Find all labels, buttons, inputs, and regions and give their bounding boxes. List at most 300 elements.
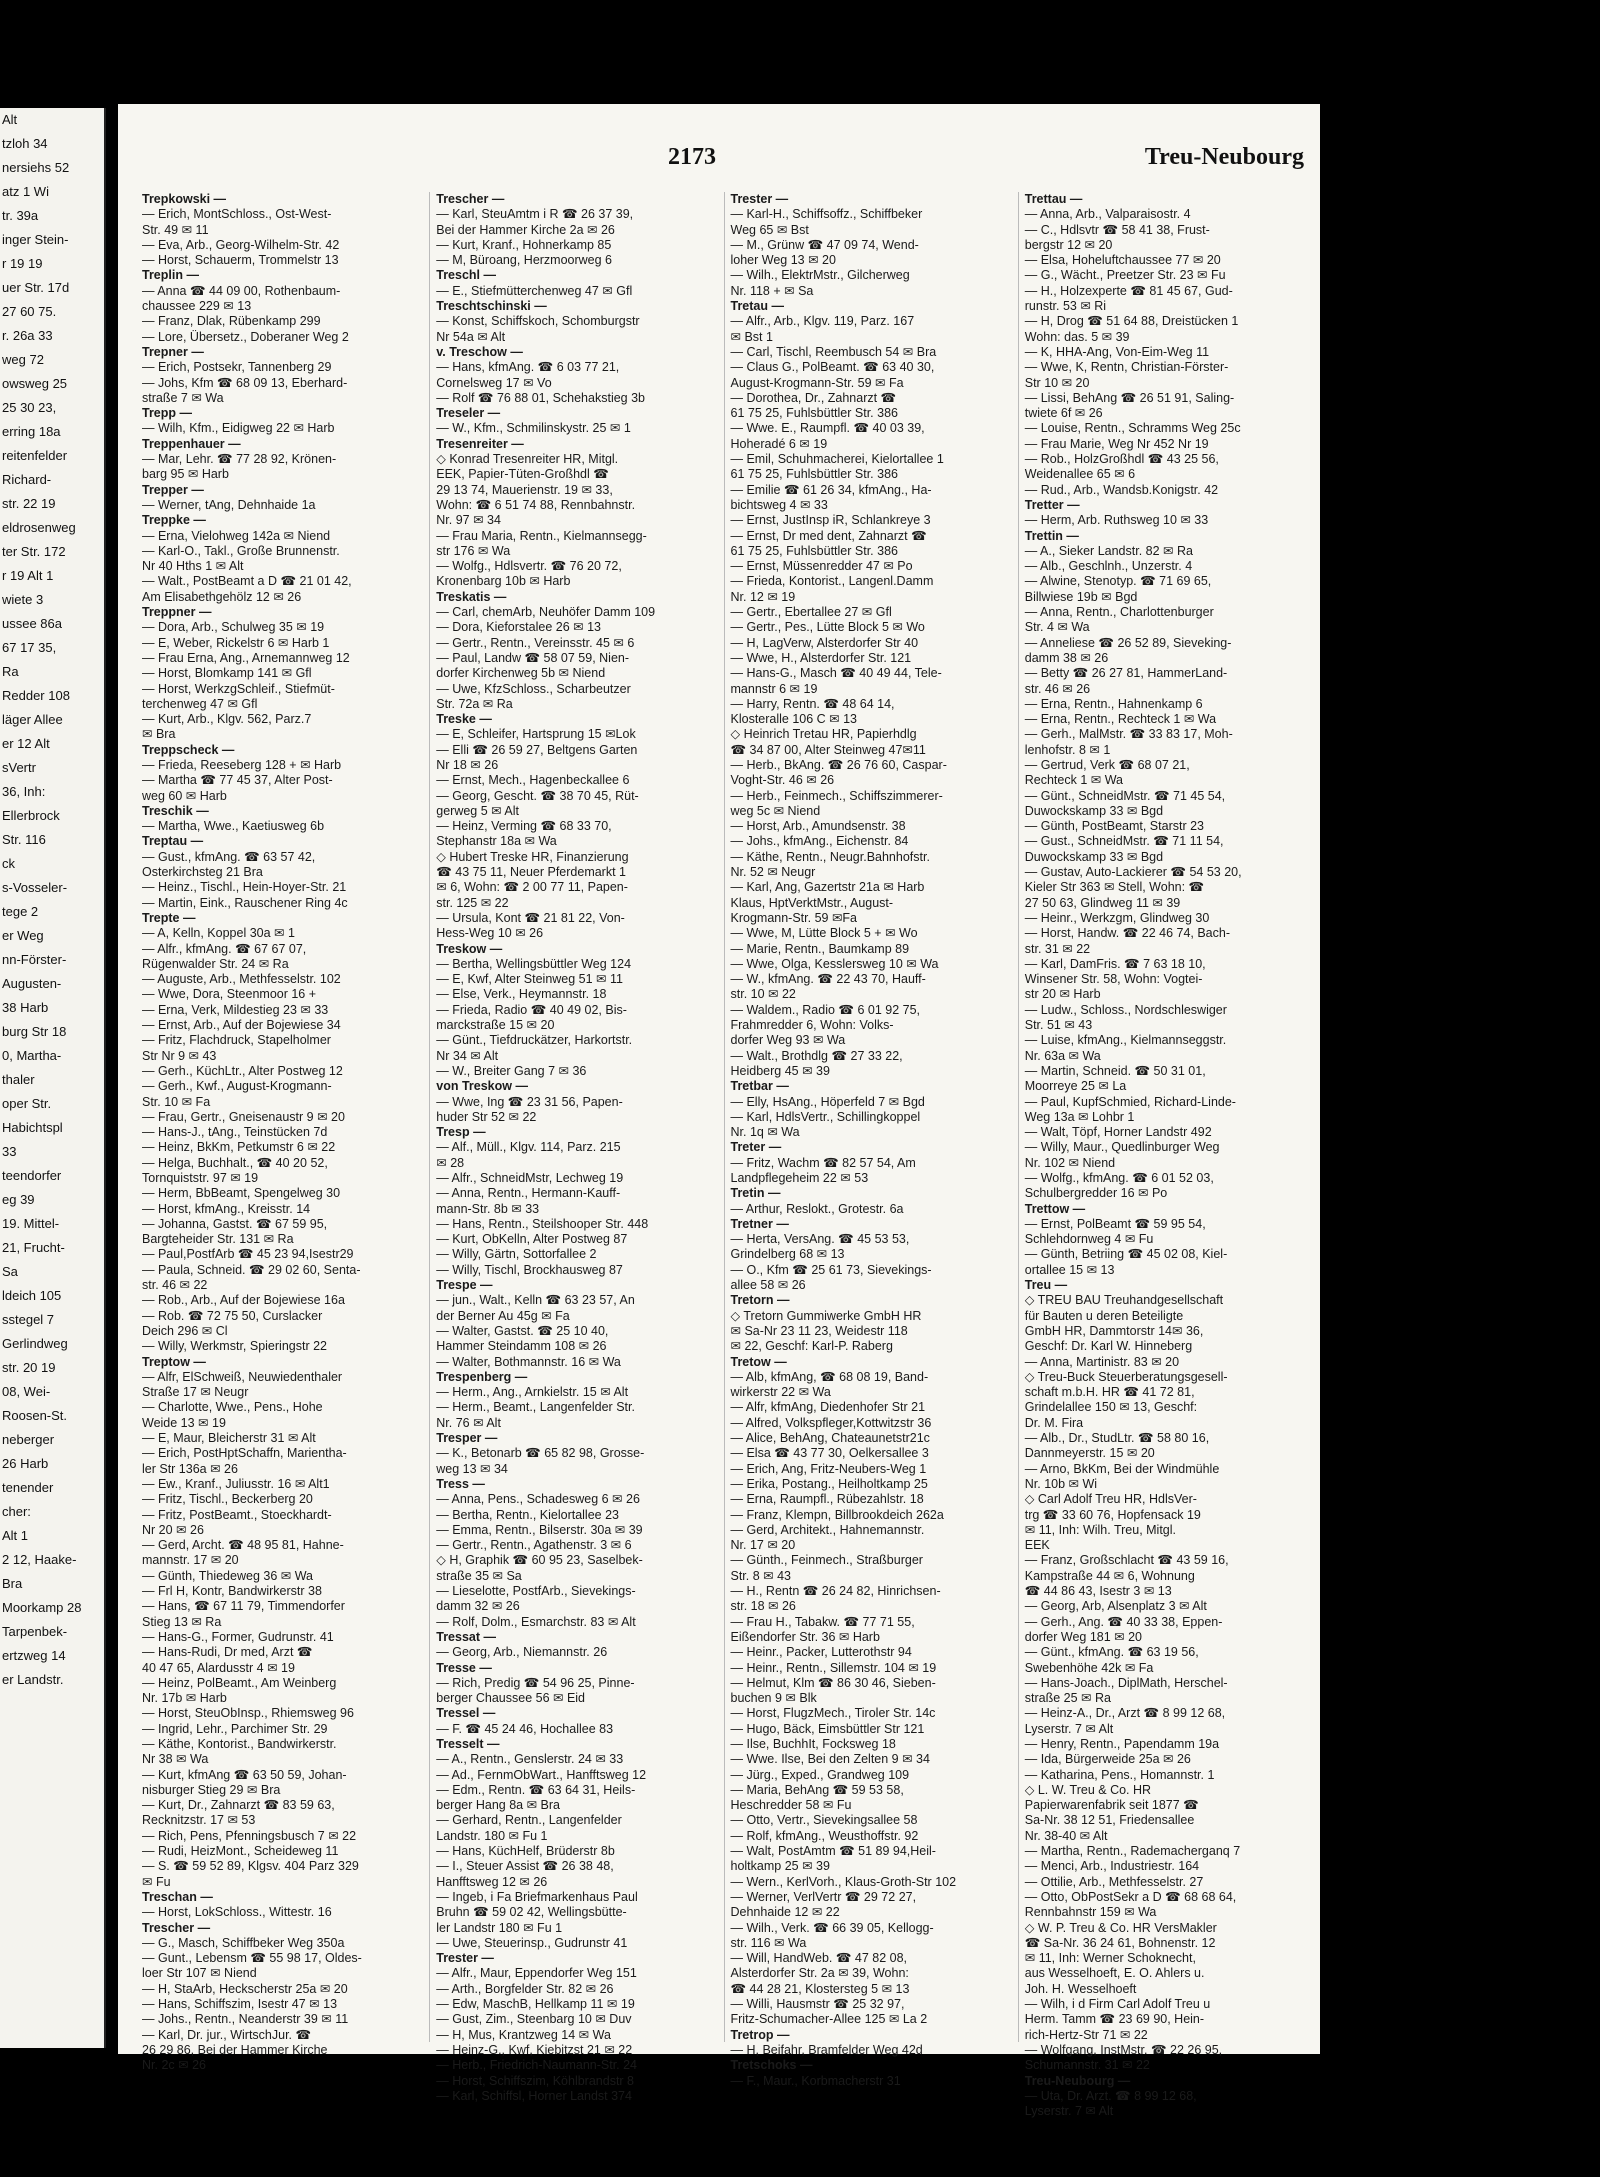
surname-heading: Treu — — [1024, 1278, 1068, 1293]
directory-entry: — Anneliese ☎ 26 52 89, Sieveking- — [1024, 635, 1232, 650]
directory-entry: damm 32 ✉ 26 — [436, 1599, 520, 1614]
directory-entry: — Dora, Arb., Schulweg 35 ✉ 19 — [142, 620, 325, 635]
surname-heading: Tretbar — — [730, 1079, 789, 1094]
directory-entry: — Alfr., kfmAng. ☎ 67 67 07, — [142, 941, 307, 956]
directory-entry: wirkerstr 22 ✉ Wa — [730, 1385, 831, 1400]
directory-entry: Cornelsweg 17 ✉ Vo — [436, 375, 552, 390]
directory-entry: — Wolfg., Hdlsvertr. ☎ 76 20 72, — [436, 559, 622, 574]
surname-heading: v. Treschow — — [436, 344, 523, 359]
left-fragment-line: 33 — [2, 1144, 17, 1159]
directory-entry: — E, Weber, Rickelstr 6 ✉ Harb 1 — [142, 635, 330, 650]
directory-entry: — Carl, chemArb, Neuhöfer Damm 109 — [436, 605, 656, 620]
directory-entry: Kampstraße 44 ✉ 6, Wohnung — [1024, 1568, 1195, 1583]
directory-entry: — Gust, Zim., Steenbarg 10 ✉ Duv — [436, 2012, 632, 2027]
left-fragment-line: Habichtspl — [2, 1120, 63, 1135]
directory-entry: — Günth., Feinmech., Straßburger — [730, 1553, 923, 1568]
directory-entry: Nr 20 ✉ 26 — [142, 1522, 204, 1537]
directory-entry: — Hans-G., Masch ☎ 40 49 44, Tele- — [730, 666, 942, 681]
directory-entry: — E, Kwf, Alter Steinweg 51 ✉ 11 — [436, 972, 623, 987]
directory-entry: Landpflegeheim 22 ✉ 53 — [730, 1171, 869, 1185]
directory-entry: loher Weg 13 ✉ 20 — [730, 253, 836, 268]
directory-entry: Weg 65 ✉ Bst — [730, 222, 809, 237]
directory-entry: — jun., Walt., Kelln ☎ 63 23 57, An — [436, 1293, 635, 1308]
directory-entry: — Karl-O., Takl., Große Brunnenstr. — [142, 543, 340, 558]
directory-entry: Nr. 76 ✉ Alt — [436, 1415, 501, 1430]
directory-entry: — Heinz, BkKm, Petkumstr 6 ✉ 22 — [142, 1140, 336, 1155]
directory-entry: — Arthur, Reslokt., Grotestr. 6a — [730, 1201, 904, 1216]
left-fragment-line: 19. Mittel- — [2, 1216, 60, 1231]
surname-heading: Tretorn — — [730, 1293, 790, 1308]
left-fragment-line: eldrosenweg — [2, 520, 76, 535]
directory-entry: — Hans-J., tAng., Teinstücken 7d — [142, 1125, 328, 1140]
directory-entry: ✉ Bra — [142, 727, 176, 742]
directory-entry: — G., Wächt., Preetzer Str. 23 ✉ Fu — [1024, 268, 1226, 283]
directory-entry: — Horst, kfmAng., Kreisstr. 14 — [142, 1201, 311, 1216]
directory-entry: — Alb, kfmAng, ☎ 68 08 19, Band- — [730, 1369, 929, 1384]
left-fragment-line: tr. 39a — [2, 208, 39, 223]
directory-entry: — Kurt, Kranf., Hohnerkamp 85 — [436, 237, 612, 252]
directory-entry: schaft m.b.H. HR ☎ 41 72 81, — [1024, 1385, 1195, 1400]
surname-heading: Treter — — [730, 1140, 782, 1155]
directory-entry: — Heinr., Werkzgm, Glindweg 30 — [1024, 910, 1210, 925]
directory-entry: ◇ Carl Adolf Treu HR, HdlsVer- — [1024, 1492, 1197, 1507]
directory-entry: GmbH HR, Dammtorstr 14✉ 36, — [1024, 1323, 1204, 1338]
directory-entry: — Alfred, Volkspfleger,Kottwitzstr 36 — [730, 1415, 932, 1430]
directory-entry: — Erich, MontSchloss., Ost-West- — [142, 207, 332, 222]
directory-entry: ☎ 34 87 00, Alter Steinweg 47✉11 — [730, 742, 926, 757]
directory-entry: str. 125 ✉ 22 — [436, 895, 509, 910]
directory-entry: weg 13 ✉ 34 — [436, 1461, 508, 1476]
directory-entry: — Horst, Schiffszim, Köhlbrandstr 8 — [436, 2073, 635, 2088]
left-fragment-line: eg 39 — [2, 1192, 35, 1207]
surname-heading: Trespe — — [436, 1278, 493, 1293]
left-page-fragment — [0, 108, 106, 2048]
directory-entry: — Wwe. E., Raumpfl. ☎ 40 03 39, — [730, 421, 925, 436]
directory-entry: — Uta, Dr. Arzt. ☎ 8 99 12 68, — [1024, 2088, 1197, 2103]
directory-entry: Nr 34 ✉ Alt — [436, 1048, 499, 1063]
directory-entry: — Ottilie, Arb., Methfesselstr. 27 — [1024, 1874, 1204, 1889]
surname-heading: Treseler — — [436, 406, 501, 421]
directory-entry: — Herb., Friedrich-Naumann-Str. 24 — [436, 2058, 638, 2073]
directory-entry: — Wilh, Kfm., Eidigweg 22 ✉ Harb — [142, 421, 335, 436]
directory-entry: — Herm, Arb. Ruthsweg 10 ✉ 33 — [1024, 513, 1209, 528]
directory-entry: — Walter, Bothmannstr. 16 ✉ Wa — [436, 1354, 621, 1369]
directory-entry: marckstraße 15 ✉ 20 — [436, 1018, 555, 1033]
directory-entry: Str Nr 9 ✉ 43 — [142, 1048, 217, 1063]
directory-entry: — Ernst, Arb., Auf der Bojewiese 34 — [142, 1018, 341, 1033]
directory-entry: — Alfr., Maur, Eppendorfer Weg 151 — [436, 1966, 637, 1981]
directory-entry: Nr. 17 ✉ 20 — [730, 1538, 796, 1553]
column-4 — [1018, 192, 1302, 2119]
directory-entry: — Walt., Brothdlg ☎ 27 33 22, — [730, 1048, 903, 1063]
directory-entry: damm 38 ✉ 26 — [1024, 650, 1109, 665]
directory-entry: — Otto, ObPostSekr a D ☎ 68 68 64, — [1024, 1889, 1237, 1904]
directory-entry: — Ingeb, i Fa Briefmarkenhaus Paul — [436, 1889, 638, 1904]
directory-entry: berger Hang 8a ✉ Bra — [436, 1798, 560, 1813]
left-fragment-line: tenender — [2, 1480, 54, 1495]
left-fragment-line: neberger — [2, 1432, 55, 1447]
directory-entry: — Ernst, Mech., Hagenbeckallee 6 — [436, 773, 630, 788]
directory-entry: twiete 6f ✉ 26 — [1024, 406, 1103, 421]
directory-entry: — Anna, Arb., Valparaisostr. 4 — [1024, 207, 1191, 222]
directory-entry: — Wolfgang, InstMstr. ☎ 22 26 95, — [1024, 2042, 1223, 2057]
left-fragment-line: 25 30 23, — [2, 400, 57, 415]
left-fragment-line: teendorfer — [2, 1168, 62, 1183]
directory-entry: — Alf., Müll., Klgv. 114, Parz. 215 — [436, 1140, 621, 1155]
directory-entry: — Harry, Rentn. ☎ 48 64 14, — [730, 696, 895, 711]
column-1 — [142, 192, 419, 2073]
directory-entry: — Johanna, Gastst. ☎ 67 59 95, — [142, 1216, 328, 1231]
directory-entry: — Charlotte, Wwe., Pens., Hohe — [142, 1400, 323, 1415]
directory-entry: — Johs, Kfm ☎ 68 09 13, Eberhard- — [142, 375, 348, 390]
directory-entry: — Gerh., KüchLtr., Alter Postweg 12 — [142, 1063, 343, 1078]
left-fragment-line: Alt 1 — [2, 1528, 29, 1543]
surname-heading: Treskow — — [436, 941, 503, 956]
directory-entry: Nr. 52 ✉ Neugr — [730, 865, 816, 880]
directory-entry: — Karl, DamFris. ☎ 7 63 18 10, — [1024, 956, 1206, 971]
directory-entry: — Bertha, Rentn., Kielortallee 23 — [436, 1507, 619, 1522]
directory-entry: — Emma, Rentn., Bilserstr. 30a ✉ 39 — [436, 1522, 643, 1537]
directory-entry: — Martin, Schneid. ☎ 50 31 01, — [1024, 1063, 1206, 1078]
directory-entry: — Arth., Borgfelder Str. 82 ✉ 26 — [436, 1981, 614, 1996]
surname-heading: Tressat — — [436, 1629, 497, 1644]
directory-entry: ☎ Sa-Nr. 36 24 61, Bohnenstr. 12 — [1024, 1935, 1216, 1950]
directory-entry: — Franz, Großschlacht ☎ 43 59 16, — [1024, 1553, 1229, 1568]
directory-entry: str. 31 ✉ 22 — [1024, 941, 1091, 956]
directory-entry: der Berner Au 45g ✉ Fa — [436, 1308, 570, 1323]
left-fragment-line: atz 1 Wi — [2, 184, 49, 199]
directory-entry: runstr. 53 ✉ Ri — [1024, 299, 1107, 314]
directory-entry: Am Elisabethgehölz 12 ✉ 26 — [142, 589, 302, 604]
directory-entry: — Frau, Gertr., Gneisenaustr 9 ✉ 20 — [142, 1109, 345, 1124]
directory-entry: Rügenwalder Str. 24 ✉ Ra — [142, 956, 289, 971]
directory-entry: mann-Str. 8b ✉ 33 — [436, 1201, 540, 1216]
left-fragment-line: er 12 Alt — [2, 736, 50, 751]
left-fragment-line: owsweg 25 — [2, 376, 68, 391]
directory-entry: — Erna, Raumpfl., Rübezahlstr. 18 — [730, 1492, 924, 1507]
directory-entry: — Otto, Vertr., Sievekingsallee 58 — [730, 1813, 918, 1828]
left-fragment-line: 21, Frucht- — [2, 1240, 65, 1255]
directory-entry: — Erich, Postsekr, Tannenberg 29 — [142, 360, 332, 375]
directory-entry: — M, Büroang, Herzmoorweg 6 — [436, 253, 613, 268]
directory-entry: — E., Stiefmütterchenweg 47 ✉ Gfl — [436, 283, 633, 298]
left-fragment-line: thaler — [2, 1072, 35, 1087]
directory-entry: mannstr. 17 ✉ 20 — [142, 1553, 239, 1568]
directory-entry: — Edw, MaschB, Hellkamp 11 ✉ 19 — [436, 1997, 635, 2012]
directory-entry: Heschredder 58 ✉ Fu — [730, 1798, 852, 1813]
directory-entry: Lyserstr. 7 ✉ Alt — [1024, 2104, 1114, 2119]
directory-entry: Str. 4 ✉ Wa — [1024, 620, 1090, 635]
directory-entry: Herm. Tamm ☎ 23 69 90, Hein- — [1024, 2012, 1205, 2027]
directory-entry: — Fritz, Tischl., Beckerberg 20 — [142, 1492, 313, 1507]
directory-entry: — Ernst, PolBeamt ☎ 59 95 54, — [1024, 1216, 1206, 1231]
directory-entry: Weide 13 ✉ 19 — [142, 1415, 226, 1430]
left-fragment-line: s-Vosseler- — [2, 880, 68, 895]
directory-entry: — Walt, Töpf, Horner Landstr 492 — [1024, 1125, 1212, 1140]
surname-heading: von Treskow — — [436, 1079, 528, 1094]
directory-entry: Nr. 2c ✉ 26 — [142, 2058, 206, 2073]
directory-entry: — Gerh., Kwf., August-Krogmann- — [142, 1079, 332, 1094]
left-fragment-line: 38 Harb — [2, 1000, 49, 1015]
directory-entry: — Gerd, Archt. ☎ 48 95 81, Hahne- — [142, 1538, 344, 1553]
directory-entry: Bargteheider Str. 131 ✉ Ra — [142, 1232, 294, 1247]
directory-entry: Recknitzstr. 17 ✉ 53 — [142, 1813, 256, 1828]
directory-entry: dorfer Weg 93 ✉ Wa — [730, 1033, 846, 1048]
left-fragment-line: tege 2 — [2, 904, 39, 919]
directory-entry: str 20 ✉ Harb — [1024, 987, 1101, 1002]
left-fragment-line: erring 18a — [2, 424, 61, 439]
directory-entry: — Rich, Predig ☎ 54 96 25, Pinne- — [436, 1675, 635, 1690]
directory-entry: rich-Hertz-Str 71 ✉ 22 — [1024, 2027, 1148, 2042]
directory-entry: — Fritz, Wachm ☎ 82 57 54, Am — [730, 1155, 916, 1170]
directory-entry: — Lieselotte, PostfArb., Sievekings- — [436, 1584, 636, 1599]
left-fragment-line: ertzweg 14 — [2, 1648, 66, 1663]
directory-entry: — W., kfmAng. ☎ 22 43 70, Hauff- — [730, 972, 926, 987]
left-fragment-line: 0, Martha- — [2, 1048, 62, 1063]
directory-entry: — Martha ☎ 77 45 37, Alter Post- — [142, 773, 333, 788]
directory-entry: — H, StaArb, Heckscherstr 25a ✉ 20 — [142, 1981, 348, 1996]
directory-entry: Moorreye 25 ✉ La — [1024, 1079, 1127, 1094]
directory-entry: str. 10 ✉ 22 — [730, 987, 796, 1002]
directory-entry: Nr. 38-40 ✉ Alt — [1024, 1828, 1108, 1843]
directory-entry: 61 75 25, Fuhlsbüttler Str. 386 — [730, 406, 898, 421]
directory-entry: — Fritz, Flachdruck, Stapelholmer — [142, 1033, 331, 1048]
directory-entry: — Martha, Wwe., Kaetiusweg 6b — [142, 819, 325, 834]
directory-entry: — Helga, Buchhalt., ☎ 40 20 52, — [142, 1155, 328, 1170]
directory-entry: — Maria, BehAng ☎ 59 53 58, — [730, 1782, 904, 1797]
directory-entry: ◇ W. P. Treu & Co. HR VersMakler — [1024, 1920, 1217, 1935]
directory-entry: — Gerhard, Rentn., Langenfelder — [436, 1813, 622, 1828]
left-fragment-line: r. 26a 33 — [2, 328, 53, 343]
directory-entry: — Gustav, Auto-Lackierer ☎ 54 53 20, — [1024, 865, 1242, 880]
directory-entry: August-Krogmann-Str. 59 ✉ Fa — [730, 375, 904, 390]
surname-heading: Trescher — — [436, 192, 505, 206]
directory-entry: 61 75 25, Fuhlsbüttler Str. 386 — [730, 543, 898, 558]
directory-entry: Winsener Str. 58, Wohn: Vogtei- — [1024, 972, 1203, 987]
directory-entry: — Dorothea, Dr., Zahnarzt ☎ — [730, 390, 897, 405]
left-fragment-line: Augusten- — [2, 976, 62, 991]
directory-entry: — Frau H., Tabakw. ☎ 77 71 55, — [730, 1614, 915, 1629]
directory-entry: — Hans, KüchHelf, Brüderstr 8b — [436, 1844, 615, 1859]
directory-entry: ortallee 15 ✉ 13 — [1024, 1262, 1115, 1277]
directory-entry: — Willy, Gärtn, Sottorfallee 2 — [436, 1247, 597, 1262]
directory-entry: EEK, Papier-Tüten-Großhdl ☎ — [436, 467, 609, 482]
directory-entry: Bruhn ☎ 59 02 42, Wellingsbütte- — [436, 1905, 627, 1920]
directory-entry: Fritz-Schumacher-Allee 125 ✉ La 2 — [730, 2012, 928, 2027]
directory-entry: str 176 ✉ Wa — [436, 543, 511, 558]
directory-entry: — Arno, BkKm, Bei der Windmühle — [1024, 1461, 1220, 1476]
directory-entry: ✉ 11, Inh: Werner Schoknecht, — [1024, 1951, 1196, 1966]
directory-entry: — Frieda, Radio ☎ 40 49 02, Bis- — [436, 1002, 627, 1017]
directory-entry: — Martha, Rentn., Rademacherganq 7 — [1024, 1844, 1241, 1859]
directory-entry: Weidenallee 65 ✉ 6 — [1024, 467, 1136, 482]
directory-entry: str. 46 ✉ 26 — [1024, 681, 1091, 696]
directory-entry: Heidberg 45 ✉ 39 — [730, 1063, 830, 1078]
directory-entry: — Menci, Arb., Industriestr. 164 — [1024, 1859, 1200, 1874]
directory-entry: straße 7 ✉ Wa — [142, 390, 224, 405]
directory-entry: straße 35 ✉ Sa — [436, 1568, 522, 1583]
left-fragment-line: er Landstr. — [2, 1672, 64, 1687]
surname-heading: Tretner — — [730, 1216, 789, 1231]
directory-entry: — Erika, Postang., Heilholtkamp 25 — [730, 1476, 928, 1491]
left-fragment-line: burg Str 18 — [2, 1024, 67, 1039]
directory-entry: — Gertrud, Verk ☎ 68 07 21, — [1024, 757, 1190, 772]
directory-entry: — Günth, Betriing ☎ 45 02 08, Kiel- — [1024, 1247, 1228, 1262]
directory-entry: — Uwe, Steuerinsp., Gudrunstr 41 — [436, 1935, 628, 1950]
left-fragment-line: Moorkamp 28 — [2, 1600, 82, 1615]
directory-entry: — Wwe. Ilse, Bei den Zelten 9 ✉ 34 — [730, 1752, 930, 1767]
surname-heading: Trepper — — [142, 482, 204, 497]
directory-entry: Schlehdornweg 4 ✉ Fu — [1024, 1232, 1154, 1247]
left-fragment-line: 36, Inh: — [2, 784, 46, 799]
directory-entry: ◇ Heinrich Tretau HR, Papierhdlg — [730, 727, 917, 742]
directory-entry: — Heinz, PolBeamt., Am Weinberg — [142, 1675, 337, 1690]
directory-entry: 26 29 86, Bei der Hammer Kirche — [142, 2042, 328, 2057]
directory-entry: — Horst, WerkzgSchleif., Stiefmüt- — [142, 681, 335, 696]
directory-entry: ◇ H, Graphik ☎ 60 95 23, Saselbek- — [436, 1553, 643, 1568]
directory-entry: — Emil, Schuhmacherei, Kielortallee 1 — [730, 452, 944, 467]
directory-entry: huder Str 52 ✉ 22 — [436, 1109, 537, 1124]
directory-entry: — Ilse, BuchhIt, Focksweg 18 — [730, 1736, 896, 1751]
directory-entry: — Heinr., Rentn., Sillemstr. 104 ✉ 19 — [730, 1660, 937, 1675]
directory-entry: — Hans, Rentn., Steilshooper Str. 448 — [436, 1216, 649, 1231]
directory-entry: — Emilie ☎ 61 26 34, kfmAng., Ha- — [730, 482, 932, 497]
directory-entry: ✉ 28 — [436, 1155, 465, 1170]
directory-entry: terchenweg 47 ✉ Gfl — [142, 696, 258, 711]
surname-heading: Trepte — — [142, 910, 196, 925]
directory-entry: — Anna, Pens., Schadesweg 6 ✉ 26 — [436, 1492, 640, 1507]
directory-entry: — Frieda, Kontorist., Langenl.Damm — [730, 574, 934, 589]
directory-entry: — Ernst, JustInsp iR, Schlankreye 3 — [730, 513, 931, 528]
directory-entry: Nr 18 ✉ 26 — [436, 757, 499, 772]
directory-entry: — Gerh., MalMstr. ☎ 33 83 17, Moh- — [1024, 727, 1233, 742]
directory-entry: — Herm, BbBeamt, Spengelweg 30 — [142, 1186, 341, 1201]
directory-entry: — Günt., Tiefdruckätzer, Harkortstr. — [436, 1033, 633, 1048]
directory-entry: — Eva, Arb., Georg-Wilhelm-Str. 42 — [142, 237, 340, 252]
directory-entry: Nr. 10b ✉ Wi — [1024, 1476, 1098, 1491]
left-fragment-line: 27 60 75. — [2, 304, 57, 319]
directory-entry: — Wilh., ElektrMstr., Gilcherweg — [730, 268, 910, 283]
directory-entry: Schulbergredder 16 ✉ Po — [1024, 1186, 1168, 1201]
directory-entry: — Günt., kfmAng. ☎ 63 19 56, — [1024, 1645, 1199, 1660]
surname-heading: Treptow — — [142, 1354, 206, 1369]
directory-entry: ✉ 11, Inh: Wilh. Treu, Mitgl. — [1024, 1522, 1177, 1537]
directory-entry: — Gerh., Ang. ☎ 40 33 38, Eppen- — [1024, 1614, 1223, 1629]
directory-entry: — Wwe, M, Lütte Block 5 + ✉ Wo — [730, 926, 918, 941]
directory-entry: — Ad., FernmObWart., Hanfftsweg 12 — [436, 1767, 647, 1782]
directory-entry: — Ernst, Müssenredder 47 ✉ Po — [730, 559, 913, 574]
directory-entry: — Paul, KupfSchmied, Richard-Linde- — [1024, 1094, 1236, 1109]
left-fragment-line: r 19 19 — [2, 256, 43, 271]
directory-entry: Dannmeyerstr. 15 ✉ 20 — [1024, 1446, 1155, 1461]
directory-entry: — Johs., Rentn., Neanderstr 39 ✉ 11 — [142, 2012, 349, 2027]
directory-entry: — Wwe, Olga, Kesslersweg 10 ✉ Wa — [730, 956, 939, 971]
directory-entry: Lyserstr. 7 ✉ Alt — [1024, 1721, 1114, 1736]
surname-heading: Tresselt — — [436, 1736, 500, 1751]
directory-entry: — Heinz-G., Kwf, Kiebitzst 21 ✉ 22 — [436, 2042, 633, 2057]
directory-entry: — Horst, Schauerm, Trommelstr 13 — [142, 253, 339, 268]
directory-entry: — Paul, Landw ☎ 58 07 59, Nien- — [436, 650, 630, 665]
left-fragment-line: wiete 3 — [2, 592, 44, 607]
directory-entry: — Anna, Rentn., Hermann-Kauff- — [436, 1186, 621, 1201]
directory-entry: — W., Kfm., Schmilinskystr. 25 ✉ 1 — [436, 421, 631, 436]
directory-entry: Nr 40 Hths 1 ✉ Alt — [142, 559, 244, 574]
left-fragment-line: uer Str. 17d — [2, 280, 70, 295]
surname-heading: Treu-Neubourg — — [1024, 2073, 1131, 2088]
directory-entry: — Gertr., Ebertallee 27 ✉ Gfl — [730, 605, 892, 620]
directory-entry: Kieler Str 363 ✉ Stell, Wohn: ☎ — [1024, 880, 1205, 895]
directory-entry: — Wwe, H., Alsterdorfer Str. 121 — [730, 650, 912, 665]
directory-entry: — Willy, Tischl, Brockhausweg 87 — [436, 1262, 623, 1277]
directory-entry: Str. 8 ✉ 43 — [730, 1568, 792, 1583]
directory-entry: — Georg, Arb, Alsenplatz 3 ✉ Alt — [1024, 1599, 1207, 1614]
surname-heading: Trepkowski — — [142, 192, 227, 206]
directory-entry: — Karl-H., Schiffsoffz., Schiffbeker — [730, 207, 923, 222]
directory-entry: — S. ☎ 59 52 89, Klgsv. 404 Parz 329 — [142, 1859, 359, 1874]
left-fragment-line: Str. 116 — [2, 832, 46, 847]
directory-entry: Geschf: Dr. Karl W. Hinneberg — [1024, 1339, 1193, 1354]
directory-entry: — Wilh, i d Firm Carl Adolf Treu u — [1024, 1997, 1211, 2012]
directory-entry: Hammer Steindamm 108 ✉ 26 — [436, 1339, 607, 1354]
directory-entry: — Wwe, K, Rentn, Christian-Förster- — [1024, 360, 1229, 375]
directory-entry: Hanfftsweg 12 ✉ 26 — [436, 1874, 548, 1889]
directory-entry: Grindelberg 68 ✉ 13 — [730, 1247, 845, 1262]
directory-entry: — Horst, Blomkamp 141 ✉ Gfl — [142, 666, 312, 681]
left-fragment-line: 08, Wei- — [2, 1384, 51, 1399]
directory-entry: Wohn: ☎ 6 51 74 88, Rennbahnstr. — [436, 497, 636, 512]
directory-entry: ◇ TREU BAU Treuhandgesellschaft — [1024, 1293, 1224, 1308]
directory-entry: — Luise, kfmAng., Kielmannseggstr. — [1024, 1033, 1227, 1048]
directory-entry: — H., Rentn ☎ 26 24 82, Hinrichsen- — [730, 1584, 941, 1599]
directory-entry: — Rob., Arb., Auf der Bojewiese 16a — [142, 1293, 345, 1308]
directory-entry: — Wwe, Dora, Steenmoor 16 + — [142, 987, 317, 1002]
directory-entry: Nr 38 ✉ Wa — [142, 1752, 209, 1767]
directory-entry: — Käthe, Kontorist., Bandwirkerstr. — [142, 1736, 337, 1751]
directory-entry: — Gust., kfmAng. ☎ 63 57 42, — [142, 849, 316, 864]
directory-entry: — Kurt, Arb., Klgv. 562, Parz.7 — [142, 712, 312, 727]
directory-entry: Voght-Str. 46 ✉ 26 — [730, 773, 835, 788]
directory-entry: — Alfr., Arb., Klgv. 119, Parz. 167 — [730, 314, 915, 329]
directory-entry: — Ernst, Dr med dent, Zahnarzt ☎ — [730, 528, 927, 543]
left-fragment-line: sVertr — [2, 760, 36, 775]
running-head: Treu-Neubourg — [1144, 144, 1304, 170]
directory-entry: — Rich, Pens, Pfenningsbusch 7 ✉ 22 — [142, 1828, 357, 1843]
directory-entry: Duwockskamp 33 ✉ Bgd — [1024, 803, 1164, 818]
directory-entry: — Fritz, PostBeamt., Stoeckhardt- — [142, 1507, 332, 1522]
directory-entry: str. 116 ✉ Wa — [730, 1935, 807, 1950]
directory-entry: — Rud., Arb., Wandsb.Konigstr. 42 — [1024, 482, 1219, 497]
directory-entry: — Alb., Dr., StudLtr. ☎ 58 80 16, — [1024, 1431, 1210, 1446]
directory-entry: — Herb., BkAng. ☎ 26 76 60, Caspar- — [730, 757, 947, 772]
directory-entry: — Mar, Lehr. ☎ 77 28 92, Krönen- — [142, 452, 337, 467]
directory-entry: Weg 13a ✉ Lohbr 1 — [1024, 1109, 1135, 1124]
column-2 — [429, 192, 713, 2103]
left-fragment-line: nn-Förster- — [2, 952, 67, 967]
directory-entry: Swebenhöhe 42k ✉ Fa — [1024, 1660, 1154, 1675]
left-fragment-line: ldeich 105 — [2, 1288, 62, 1303]
directory-entry: — Horst, FlugzMech., Tiroler Str. 14c — [730, 1706, 936, 1721]
surname-heading: Treschik — — [142, 803, 209, 818]
directory-entry: — Gertr., Pes., Lütte Block 5 ✉ Wo — [730, 620, 925, 635]
left-fragment-line: nersiehs 52 — [2, 160, 70, 175]
directory-entry: — Ida, Bürgerweide 25a ✉ 26 — [1024, 1752, 1191, 1767]
directory-entry: — Georg, Gescht. ☎ 38 70 45, Rüt- — [436, 788, 639, 803]
directory-entry: str. 46 ✉ 22 — [142, 1278, 208, 1293]
surname-heading: Trettin — — [1024, 528, 1079, 543]
directory-entry: — Rolf, kfmAng., Weusthoffstr. 92 — [730, 1828, 919, 1843]
surname-heading: Trepp — — [142, 406, 193, 421]
directory-entry: — Käthe, Rentn., Neugr.Bahnhofstr. — [730, 849, 930, 864]
